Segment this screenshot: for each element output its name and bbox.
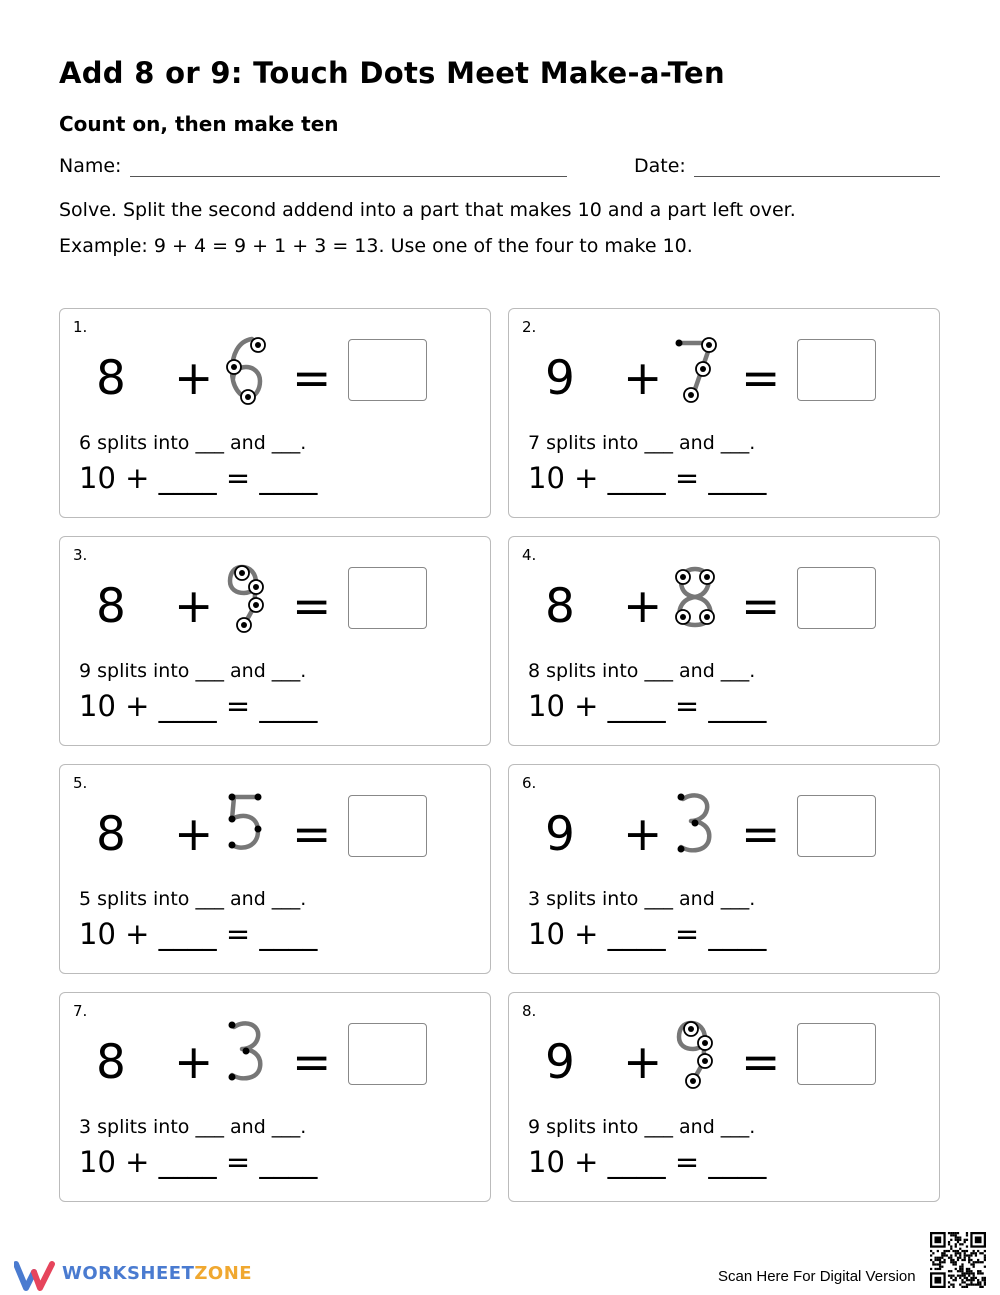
- make-ten-equation: 10 + ____ = ____: [528, 461, 767, 495]
- make-ten-equation: 10 + ____ = ____: [79, 1145, 318, 1179]
- problem-number: 3.: [73, 546, 88, 564]
- problem-number: 7.: [73, 1002, 88, 1020]
- plus-sign: +: [623, 579, 663, 634]
- touch-dot-digit: [218, 1015, 274, 1093]
- split-text: 9 splits into ___ and ___.: [79, 660, 307, 682]
- date-field[interactable]: [694, 176, 940, 177]
- example-text: Example: 9 + 4 = 9 + 1 + 3 = 13. Use one of the four to make 10.: [59, 235, 693, 257]
- answer-box[interactable]: [797, 1023, 876, 1085]
- equals-sign: =: [292, 1035, 332, 1090]
- problem-number: 1.: [73, 318, 88, 336]
- plus-sign: +: [174, 1035, 214, 1090]
- first-addend: 9: [545, 351, 575, 406]
- problem-card: [59, 764, 491, 974]
- touch-dot: [229, 1022, 236, 1029]
- first-addend: 8: [545, 579, 575, 634]
- answer-box[interactable]: [348, 567, 427, 629]
- answer-box[interactable]: [348, 795, 427, 857]
- touch-dot-digit: [218, 331, 274, 409]
- equals-sign: =: [292, 351, 332, 406]
- equals-sign: =: [741, 351, 781, 406]
- equals-sign: =: [741, 1035, 781, 1090]
- problem-card: [59, 992, 491, 1202]
- first-addend: 9: [545, 1035, 575, 1090]
- touch-dot: [229, 794, 236, 801]
- problem-card: [59, 308, 491, 518]
- first-addend: 8: [96, 807, 126, 862]
- equals-sign: =: [292, 579, 332, 634]
- answer-box[interactable]: [797, 567, 876, 629]
- first-addend: 9: [545, 807, 575, 862]
- scan-text: Scan Here For Digital Version: [718, 1268, 916, 1285]
- touch-dot: [229, 1074, 236, 1081]
- answer-box[interactable]: [797, 339, 876, 401]
- touch-dot: [676, 340, 683, 347]
- problem-number: 6.: [522, 774, 537, 792]
- problem-card: [508, 308, 940, 518]
- make-ten-equation: 10 + ____ = ____: [528, 917, 767, 951]
- problem-card: [508, 992, 940, 1202]
- plus-sign: +: [174, 807, 214, 862]
- touch-dot: [255, 794, 262, 801]
- equals-sign: =: [741, 807, 781, 862]
- answer-box[interactable]: [348, 339, 427, 401]
- worksheetzone-logo: [14, 1260, 56, 1292]
- split-text: 5 splits into ___ and ___.: [79, 888, 307, 910]
- plus-sign: +: [174, 351, 214, 406]
- plus-sign: +: [623, 351, 663, 406]
- plus-sign: +: [174, 579, 214, 634]
- make-ten-equation: 10 + ____ = ____: [528, 689, 767, 723]
- brand-name: [62, 1263, 252, 1284]
- name-field[interactable]: [130, 176, 567, 177]
- plus-sign: +: [623, 1035, 663, 1090]
- qr-code-icon[interactable]: [930, 1232, 986, 1288]
- make-ten-equation: 10 + ____ = ____: [79, 461, 318, 495]
- problem-card: [508, 536, 940, 746]
- problem-number: 4.: [522, 546, 537, 564]
- brand-accent: ZONE: [194, 1263, 253, 1284]
- touch-dot: [229, 842, 236, 849]
- problem-number: 8.: [522, 1002, 537, 1020]
- answer-box[interactable]: [797, 795, 876, 857]
- page-title: Add 8 or 9: Touch Dots Meet Make-a-Ten: [59, 56, 725, 90]
- touch-dot: [678, 846, 685, 853]
- touch-dot-digit: [667, 331, 723, 409]
- problem-card: [508, 764, 940, 974]
- name-label: Name:: [59, 155, 122, 177]
- equals-sign: =: [741, 579, 781, 634]
- touch-dot: [255, 826, 262, 833]
- problem-card: [59, 536, 491, 746]
- plus-sign: +: [623, 807, 663, 862]
- brand-main: WORKSHEET: [62, 1263, 195, 1284]
- split-text: 8 splits into ___ and ___.: [528, 660, 756, 682]
- equals-sign: =: [292, 807, 332, 862]
- touch-dot: [243, 1048, 250, 1055]
- touch-dot-digit: [218, 787, 274, 865]
- first-addend: 8: [96, 1035, 126, 1090]
- split-text: 6 splits into ___ and ___.: [79, 432, 307, 454]
- page-subtitle: Count on, then make ten: [59, 112, 339, 136]
- date-label: Date:: [634, 155, 686, 177]
- instruction-text: Solve. Split the second addend into a part that makes 10 and a part left over.: [59, 199, 796, 221]
- touch-dot-digit: [667, 1015, 723, 1093]
- answer-box[interactable]: [348, 1023, 427, 1085]
- first-addend: 8: [96, 351, 126, 406]
- split-text: 3 splits into ___ and ___.: [528, 888, 756, 910]
- problem-number: 2.: [522, 318, 537, 336]
- split-text: 7 splits into ___ and ___.: [528, 432, 756, 454]
- touch-dot-digit: [667, 559, 723, 637]
- split-text: 3 splits into ___ and ___.: [79, 1116, 307, 1138]
- first-addend: 8: [96, 579, 126, 634]
- problem-number: 5.: [73, 774, 88, 792]
- touch-dot-digit: [218, 559, 274, 637]
- touch-dot: [692, 820, 699, 827]
- make-ten-equation: 10 + ____ = ____: [528, 1145, 767, 1179]
- touch-dot-digit: [667, 787, 723, 865]
- make-ten-equation: 10 + ____ = ____: [79, 917, 318, 951]
- split-text: 9 splits into ___ and ___.: [528, 1116, 756, 1138]
- make-ten-equation: 10 + ____ = ____: [79, 689, 318, 723]
- touch-dot: [229, 816, 236, 823]
- touch-dot: [678, 794, 685, 801]
